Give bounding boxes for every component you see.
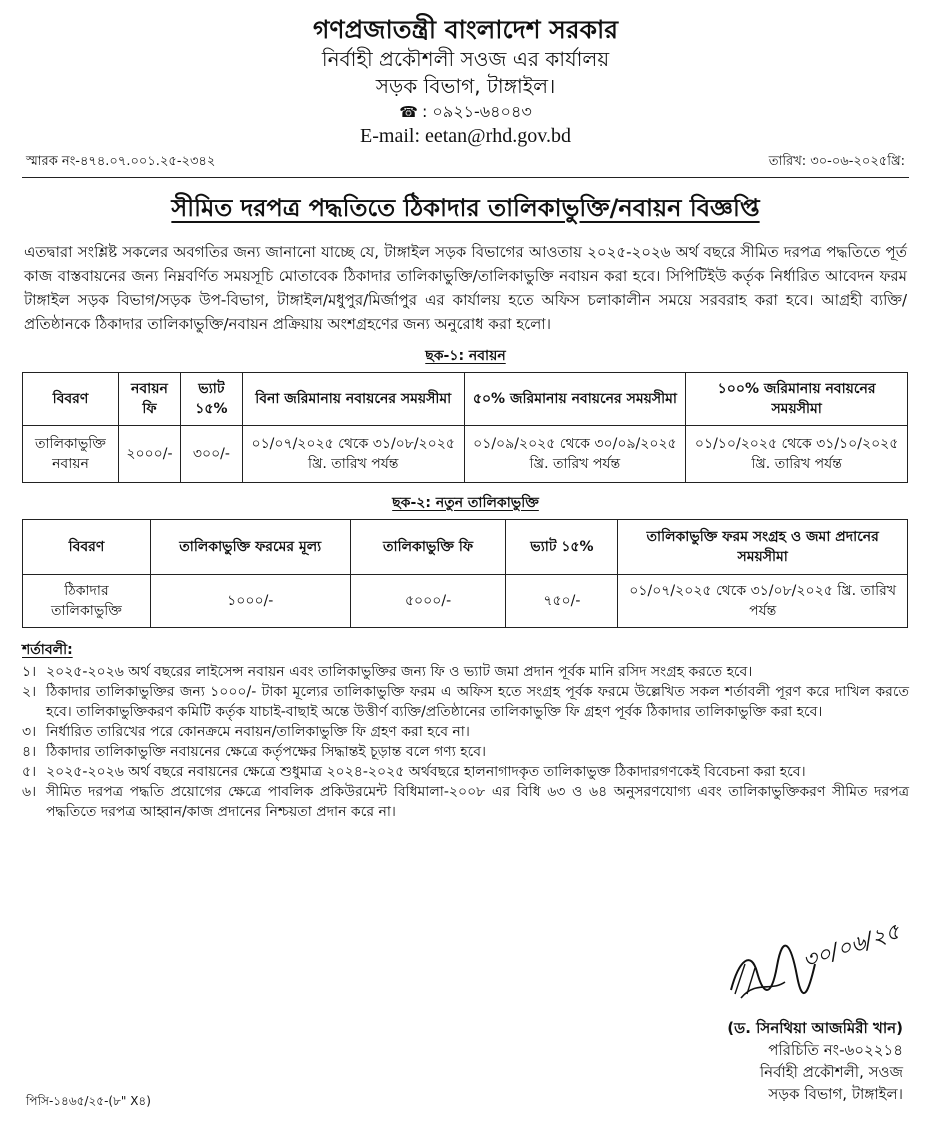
table-cell: ঠিকাদার তালিকাভুক্তি [23,575,151,628]
phone-line [22,100,909,124]
table-header-cell: তালিকাভুক্তি ফরম সংগ্রহ ও জমা প্রদানের সময়সীমা [618,520,908,575]
table-row [23,426,908,483]
list-item-number: ৬। [22,784,37,800]
table-cell: ৩০০/- [180,426,242,483]
list-item [22,662,909,682]
table-header-cell: তালিকাভুক্তি ফরমের মূল্য [150,520,350,575]
table-cell: ০১/০৯/২০২৫ থেকে ৩০/০৯/২০২৫ খ্রি. তারিখ পর্যন্ত [464,426,686,483]
table-header-row [23,373,908,426]
signatory-id: পরিচিতি নং-৬০২২১৪ [768,1041,903,1059]
table-cell: তালিকাভুক্তি নবায়ন [23,426,119,483]
phone-number: : ০৯২১-৬৪০৪৩ [421,102,532,121]
table-header-cell: ৫০% জরিমানায় নবায়নের সময়সীমা [464,373,686,426]
division-name: সড়ক বিভাগ, টাঙ্গাইল। [375,74,556,98]
table-cell: ১০০০/- [150,575,350,628]
office-name: নির্বাহী প্রকৌশলী সওজ এর কার্যালয় [321,47,610,71]
government-title: গণপ্রজাতন্ত্রী বাংলাদেশ সরকার [313,15,618,44]
phone-icon: ☎ [399,103,418,121]
signatory-office: সড়ক বিভাগ, টাঙ্গাইল। [768,1085,903,1103]
table-header-row [23,520,908,575]
header-divider [22,177,909,178]
letterhead [22,14,909,148]
list-item [22,682,909,722]
list-item [22,722,909,742]
table-header-cell: বিবরণ [23,520,151,575]
intro-paragraph: এতদ্বারা সংশ্লিষ্ট সকলের অবগতির জন্য জানানো যাচ্ছে যে, টাঙ্গাইল সড়ক বিভাগের আওতায় ২০২৫-২০২৬ অর্থ বছরে সীমিত দরপত্র পদ্ধতিতে পূর্ত কাজ বাস্তবায়নের জন্য নিম্নবর্ণিত সময়সূচি মোতাবেক ঠিকাদার তালিকাভুক্তি/তালিকাভুক্তি নবায়ন করা হবে। সিপিটিইউ কর্তৃক নির্ধারিত আবেদন ফরম টাঙ্গাইল সড়ক বিভাগ/সড়ক উপ-বিভাগ, টাঙ্গাইল/মধুপুর/মির্জাপুর এর কার্যালয় হতে অফিস চলাকালীন সময়ে সরবরাহ করা হবে। আগ্রহী ব্যক্তি/প্রতিষ্ঠানকে ঠিকাদার তালিকাভুক্তি/নবায়ন প্রক্রিয়ায় অংশগ্রহণের জন্য অনুরোধ করা হলো। [24,243,907,333]
list-item [22,742,909,762]
table-row [23,575,908,628]
list-item-number: ২। [22,684,37,700]
table-cell: ০১/১০/২০২৫ থেকে ৩১/১০/২০২৫ খ্রি. তারিখ পর্যন্ত [686,426,908,483]
list-item-text: নির্ধারিত তারিখের পরে কোনক্রমে নবায়ন/তালিকাভুক্তি ফি গ্রহণ করা হবে না। [46,724,470,740]
memo-number: স্মারক নং-৪৭৪.০৭.০০১.২৫-২৩৪২ [26,154,216,169]
table-cell: ৭৫০/- [506,575,618,628]
list-item-number: ৩। [22,724,37,740]
notice-date: তারিখ: ৩০-০৬-২০২৫খ্রি: [768,154,905,169]
reference-line [22,152,909,173]
table2-caption [22,491,909,515]
table1-caption-text: ছক-১: নবায়ন [425,348,506,364]
email-line: E-mail: eetan@rhd.gov.bd [360,125,571,147]
table-header-cell: ভ্যাট ১৫% [180,373,242,426]
table1-caption [22,344,909,368]
signatory-name: (ড. সিনথিয়া আজমিরী খান) [727,1019,903,1037]
conditions-list [22,662,909,822]
table-cell: ২০০০/- [118,426,180,483]
list-item-number: ১। [22,664,37,680]
table-header-cell: তালিকাভুক্তি ফি [350,520,506,575]
table2-caption-text: ছক-২: নতুন তালিকাভুক্তি [392,495,539,511]
table-header-cell: বিনা জরিমানায় নবায়নের সময়সীমা [242,373,464,426]
list-item [22,762,909,782]
conditions-heading: শর্তাবলী: [22,642,73,658]
signatory-designation: নির্বাহী প্রকৌশলী, সওজ [759,1063,903,1081]
signature-date: ৩০/০৬/২৫ [799,919,904,975]
table-header-cell: বিবরণ [23,373,119,426]
notice-title [22,190,909,230]
table-header-cell: নবায়ন ফি [118,373,180,426]
notice-title-text: সীমিত দরপত্র পদ্ধতিতে ঠিকাদার তালিকাভুক্তি/নবায়ন বিজ্ঞপ্তি [171,194,760,222]
table-header-cell: ১০০% জরিমানায় নবায়নের সময়সীমা [686,373,908,426]
table-header-cell: ভ্যাট ১৫% [506,520,618,575]
list-item-text: ঠিকাদার তালিকাভুক্তির জন্য ১০০০/- টাকা মূল্যের তালিকাভুক্তি ফরম এ অফিস হতে সংগ্রহ পূর্বক ফরমে উল্লেখিত সকল শর্তাবলী পূরণ করে দাখিল করতে হবে। তালিকাভুক্তিকরণ কমিটি কর্তৃক যাচাই-বাছাই অন্তে উত্তীর্ণ ব্যক্তি/প্রতিষ্ঠানের তালিকাভুক্তি ফি গ্রহণ পূর্বক ঠিকাদার তালিকাভুক্তি করা হবে। [46,684,909,720]
renewal-table [22,372,908,483]
list-item-text: ২০২৫-২০২৬ অর্থ বছরের লাইসেন্স নবায়ন এবং তালিকাভুক্তির জন্য ফি ও ভ্যাট জমা প্রদান পূর্বক মানি রসিদ সংগ্রহ করতে হবে। [46,664,753,680]
conditions-section [22,640,909,822]
signature-block [673,920,903,1105]
table-cell: ৫০০০/- [350,575,506,628]
print-code: পিসি-১৪৬৫/২৫-(৮" X৪) [26,1094,151,1108]
enlistment-table [22,519,908,628]
list-item [22,782,909,822]
list-item-text: সীমিত দরপত্র পদ্ধতি প্রয়োগের ক্ষেত্রে পাবলিক প্রকিউরমেন্ট বিধিমালা-২০০৮ এর বিধি ৬৩ ও ৬৪ অনুসরণযোগ্য এবং তালিকাভুক্তিকরণ সীমিত দরপত্র পদ্ধতিতে দরপত্র আহ্বান/কাজ প্রদানের নিশ্চয়তা প্রদান করে না। [46,784,909,820]
list-item-number: ৪। [22,744,37,760]
table-cell: ০১/০৭/২০২৫ থেকে ৩১/০৮/২০২৫ খ্রি. তারিখ পর্যন্ত [242,426,464,483]
table-cell: ০১/০৭/২০২৫ থেকে ৩১/০৮/২০২৫ খ্রি. তারিখ পর্যন্ত [618,575,908,628]
list-item-text: ২০২৫-২০২৬ অর্থ বছরে নবায়নের ক্ষেত্রে শুধুমাত্র ২০২৪-২০২৫ অর্থবছরে হালনাগাদকৃত তালিকাভুক্ত ঠিকাদারগণকেই বিবেচনা করা হবে। [46,764,806,780]
list-item-number: ৫। [22,764,37,780]
list-item-text: ঠিকাদার তালিকাভুক্তি নবায়নের ক্ষেত্রে কর্তৃপক্ষের সিদ্ধান্তই চূড়ান্ত বলে গণ্য হবে। [46,744,487,760]
